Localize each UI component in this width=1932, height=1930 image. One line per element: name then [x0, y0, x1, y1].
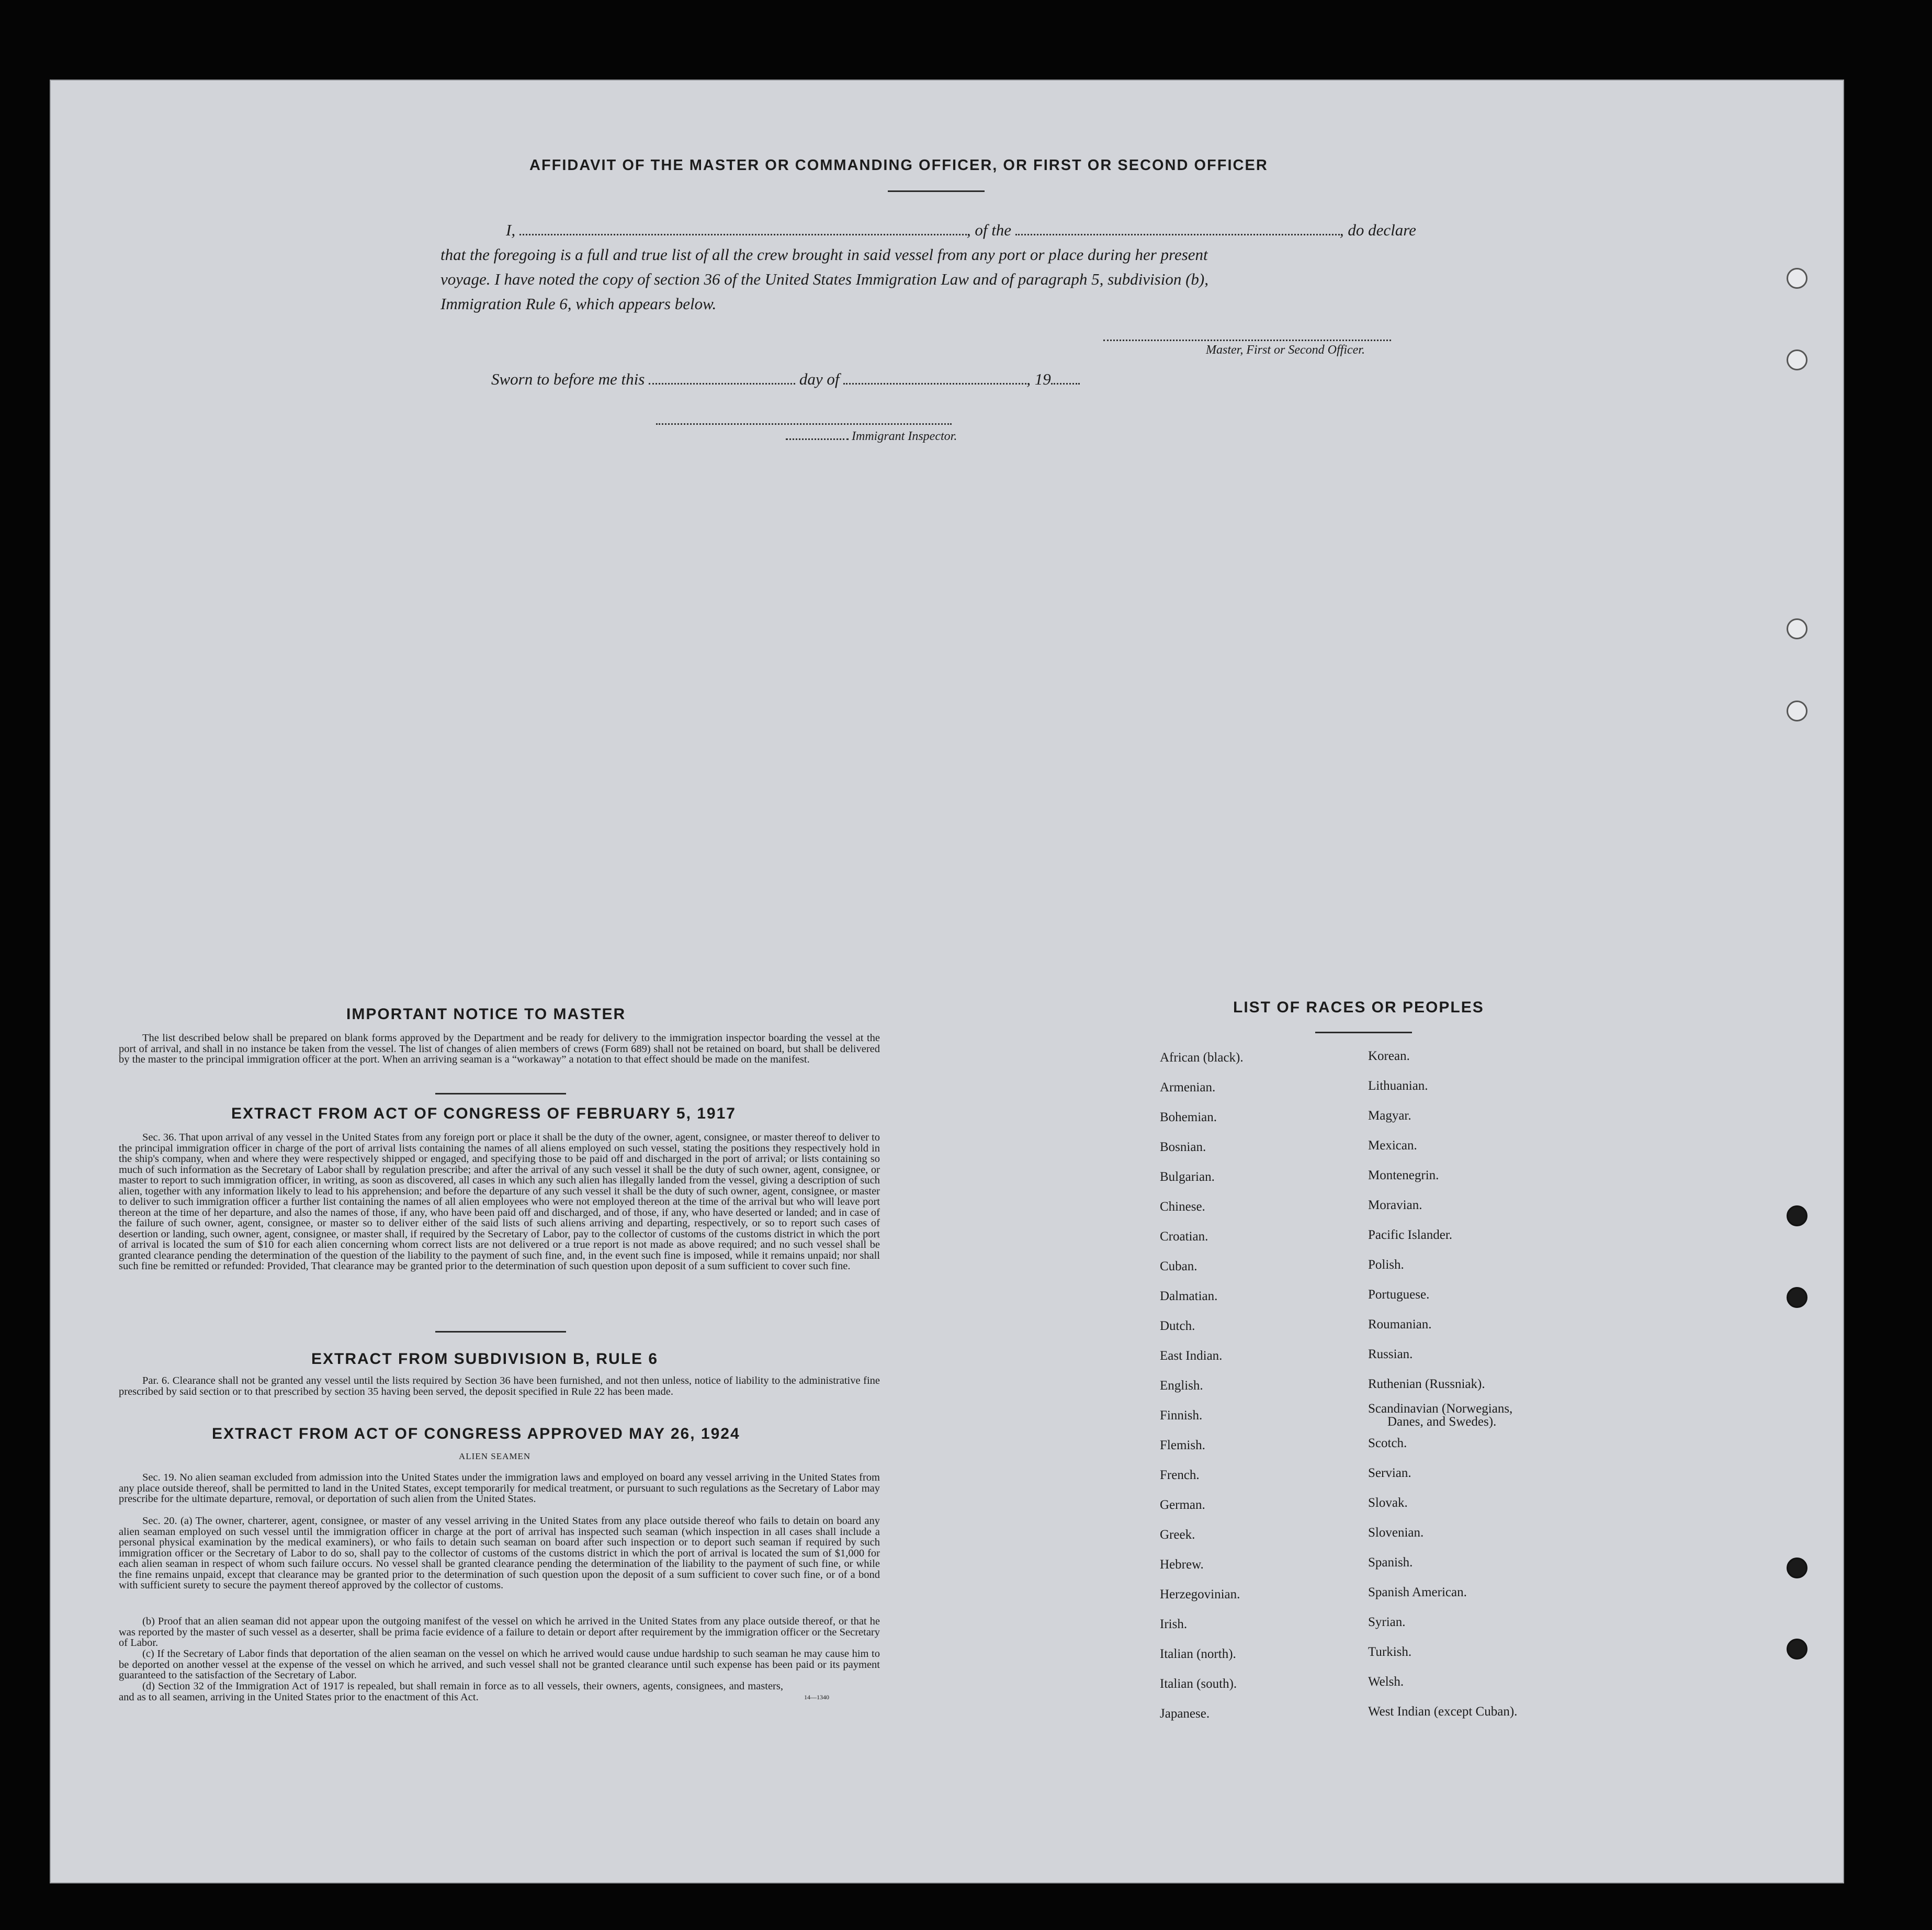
races-title: LIST OF RACES OR PEOPLES — [1233, 999, 1484, 1016]
sworn-year-blank[interactable] — [1051, 383, 1080, 385]
race-item: Ruthenian (Russniak). — [1368, 1377, 1485, 1391]
race-item: Hebrew. — [1160, 1557, 1204, 1572]
sworn-day-blank[interactable] — [649, 383, 795, 385]
race-item: African (black). — [1160, 1051, 1244, 1065]
race-item: Croatian. — [1160, 1229, 1208, 1244]
binder-hole — [1787, 1287, 1807, 1308]
race-item: Bosnian. — [1160, 1140, 1206, 1154]
notice-title: IMPORTANT NOTICE TO MASTER — [346, 1006, 626, 1023]
race-item: Moravian. — [1368, 1198, 1422, 1212]
race-item: Danes, and Swedes). — [1387, 1415, 1497, 1429]
race-item: Japanese. — [1160, 1707, 1210, 1721]
race-item: Welsh. — [1368, 1675, 1404, 1689]
act-1924-sec-20a: Sec. 20. (a) The owner, charterer, agent, consignee, or master of any vessel arriving in the United States from any place outside thereof who fails to detain on board any alien seaman employed on such vessel until the immigration officer in charge at the port of arrival has inspected such seaman (which inspection in all cases shall include a personal physical examination by the medical examiners), or who fails to detain such seaman on board after such inspection or to deport such seaman if required by such immigration officer or the Secretary of Labor to do so, shall pay to the collector of customs of the customs district in which the port of arrival is located the sum of $1,000 for each alien seaman in respect of whom such failure occurs. No vessel shall be granted clearance pending the determination of the liability to the payment of such fine, or while the fine remains unpaid, except that clearance may be granted prior to the determination of such question upon the deposit of a sum sufficient to cover such fine, or of a bond with sufficient surety to secure the payment thereof approved by the collector of customs. — [119, 1515, 880, 1591]
year-label: , 19 — [1026, 370, 1051, 388]
master-name-blank[interactable] — [519, 234, 967, 235]
race-item: Korean. — [1368, 1049, 1410, 1063]
race-item: French. — [1160, 1468, 1200, 1482]
alien-seamen-subtitle: ALIEN SEAMEN — [459, 1451, 531, 1461]
act-1924-sec-20d: (d) Section 32 of the Immigration Act of 1917 is repealed, but shall remain in force as to all vessels, their owners, agents, consignees, and masters, and as to all seamen, arriving in the United States prior to the enactment of this Act. — [119, 1680, 783, 1703]
act-1924-sec-19: Sec. 19. No alien seaman excluded from admission into the United States under the immigration laws and employed on board any vessel arriving in the United States from any place outside thereof, shall be permitted to land in the United States, except temporarily for medical treatment, or pursuant to such regulations as the Secretary of Labor may prescribe for the ultimate departure, removal, or deportation of such alien from the United States. — [119, 1472, 880, 1505]
race-item: Spanish American. — [1368, 1585, 1467, 1599]
race-item: Magyar. — [1368, 1109, 1411, 1123]
inspector-lead-dots — [786, 438, 849, 440]
race-item: Slovenian. — [1368, 1526, 1424, 1540]
races-divider — [1315, 1032, 1412, 1033]
binder-hole — [1787, 1639, 1807, 1660]
declaration-i: I, — [506, 221, 516, 239]
act-1924-sec-20b: (b) Proof that an alien seaman did not appear upon the outgoing manifest of the vessel on which he arrived in the United States from any place outside thereof, or that he was reported by the master of such vessel as a deserter, shall be prima facie evidence of a failure to detain or deport after requirement by the immigration officer or the Secretary of Labor. — [119, 1616, 880, 1649]
affidavit-text-2: voyage. I have noted the copy of section 36 of the United States Immigration Law and of paragraph 5, subdivision (b), — [440, 270, 1208, 288]
binder-hole — [1787, 701, 1807, 721]
declaration-do-declare: , do declare — [1339, 221, 1416, 239]
form-number: 14—1340 — [804, 1694, 829, 1701]
affidavit-text-3: Immigration Rule 6, which appears below. — [440, 295, 717, 313]
race-item: Dalmatian. — [1160, 1289, 1218, 1303]
race-item: Chinese. — [1160, 1200, 1205, 1214]
race-item: Syrian. — [1368, 1615, 1406, 1629]
race-item: Polish. — [1368, 1258, 1404, 1272]
sworn-month-blank[interactable] — [843, 383, 1026, 385]
race-item: West Indian (except Cuban). — [1368, 1705, 1518, 1719]
race-item: English. — [1160, 1379, 1203, 1393]
act-1917-section-36: Sec. 36. That upon arrival of any vessel in the United States from any foreign port or place it shall be the duty of the owner, agent, consignee, or master thereof to deliver to the principal immigration officer in charge of the port of arrival lists containing the names of all aliens employed on such vessel, stating the positions they respectively hold in the ship's company, when and where they were respectively shipped or engaged, and specifying those to be paid off and discharged in the port of arrival; or lists containing so much of such information as the Secretary of Labor shall by regulation prescribe; and after the arrival of any such vessel it shall be the duty of such owner, agent, consignee, or master to report to such immigration officer, in writing, as soon as discovered, all cases in which any such alien has illegally landed from the vessel, giving a description of such alien, together with any information likely to lead to his apprehension; and before the departure of any such vessel it shall be the duty of such owner, agent, consignee, or master to deliver to such immigration officer a further list containing the names of all alien employees who were not employed thereon at the time of the arrival but who will leave port thereon at the time of her departure, and also the names of those, if any, who have been paid off and discharged, and of those, if any, who have deserted or landed; and in case of the failure of such owner, agent, consignee, or master so to deliver either of the said lists of such aliens arriving and departing, respectively, or so to report such cases of desertion or landing, such owner, agent, consignee, or master shall, if required by the Secretary of Labor, pay to the collector of customs of the customs district in which the port of arrival is located the sum of $10 for each alien concerning whom correct lists are not delivered or a true report is not made as above required; and no such vessel shall be granted clearance pending the determination of the question of the liability to the payment of such fine, and, in the event such fine is imposed, while it remains unpaid; nor shall such fine be remitted or refunded: Provided, That clearance may be granted prior to the determination of such question upon deposit of a sum sufficient to cover such fine. — [119, 1132, 880, 1272]
act-1917-title: EXTRACT FROM ACT OF CONGRESS OF FEBRUARY 5, 1917 — [231, 1105, 736, 1122]
day-of-label: day of — [799, 370, 840, 388]
title-divider — [888, 190, 985, 192]
affidavit-declaration-line — [456, 218, 1416, 242]
race-item: Servian. — [1368, 1466, 1411, 1480]
race-item: Armenian. — [1160, 1080, 1216, 1094]
race-item: Italian (south). — [1160, 1677, 1237, 1691]
race-item: Italian (north). — [1160, 1647, 1236, 1661]
act-1917-divider — [435, 1331, 566, 1333]
rule-6-par-6: Par. 6. Clearance shall not be granted any vessel until the lists required by Section 36 have been furnished, and not then unless, notice of liability to the administrative fine prescribed by said section or to that prescribed by section 35 having been served, the deposit specified in Rule 22 has been made. — [119, 1375, 880, 1397]
inspector-label: Immigrant Inspector. — [852, 430, 957, 443]
binder-hole — [1787, 618, 1807, 639]
race-item: Portuguese. — [1368, 1288, 1430, 1302]
race-item: Lithuanian. — [1368, 1079, 1428, 1093]
race-item: Montenegrin. — [1368, 1168, 1439, 1182]
binder-hole — [1787, 268, 1807, 289]
binder-hole — [1787, 349, 1807, 370]
binder-hole — [1787, 1205, 1807, 1226]
race-item: German. — [1160, 1498, 1205, 1512]
race-item: East Indian. — [1160, 1349, 1223, 1363]
race-item: Slovak. — [1368, 1496, 1408, 1510]
race-item: Dutch. — [1160, 1319, 1195, 1333]
race-item: Scandinavian (Norwegians, — [1368, 1402, 1513, 1416]
race-item: Spanish. — [1368, 1555, 1413, 1570]
race-item: Russian. — [1368, 1347, 1413, 1361]
master-signature-label: Master, First or Second Officer. — [1206, 343, 1365, 357]
race-item: Turkish. — [1368, 1645, 1412, 1659]
race-item: Irish. — [1160, 1617, 1188, 1631]
race-item: Scotch. — [1368, 1436, 1407, 1450]
vessel-name-blank[interactable] — [1015, 234, 1340, 235]
race-item: Finnish. — [1160, 1408, 1203, 1423]
manifest-page — [50, 80, 1844, 1883]
notice-body: The list described below shall be prepared on blank forms approved by the Department and be ready for delivery to the immigration inspector boarding the vessel at the port of arrival, and shall in no instance be taken from the vessel. The list of changes of alien members of crews (Form 689) shall not be retained on board, but shall be delivered by the master to the principal immigration officer at the port. When an arriving seaman is a “workaway” a notation to that effect should be made on the manifest. — [119, 1032, 880, 1065]
race-item: Herzegovinian. — [1160, 1587, 1240, 1601]
declaration-of-the: , of the — [966, 221, 1012, 239]
notice-divider — [435, 1093, 566, 1094]
race-item: Roumanian. — [1368, 1317, 1432, 1331]
race-item: Pacific Islander. — [1368, 1228, 1453, 1242]
affidavit-title: AFFIDAVIT OF THE MASTER OR COMMANDING OFFICER, OR FIRST OR SECOND OFFICER — [529, 157, 1268, 174]
race-item: Flemish. — [1160, 1438, 1205, 1452]
race-item: Cuban. — [1160, 1259, 1197, 1273]
inspector-signature-label — [786, 428, 957, 444]
master-signature-line[interactable] — [1103, 340, 1391, 341]
act-1924-sec-20c: (c) If the Secretary of Labor finds that deportation of the alien seaman on the vessel on which he arrived would cause undue hardship to such seaman he may cause him to be deported on another vessel at the expense of the vessel on which he arrived, and such vessel shall not be granted clearance until such expense has been paid or its payment guaranteed to the satisfaction of the Secretary of Labor. — [119, 1648, 880, 1681]
affidavit-text-1: that the foregoing is a full and true list of all the crew brought in said vessel from any port or place during her present — [440, 245, 1208, 264]
race-item: Bulgarian. — [1160, 1170, 1215, 1184]
sworn-label: Sworn to before me this — [491, 370, 645, 388]
act-1924-title: EXTRACT FROM ACT OF CONGRESS APPROVED MAY 26, 1924 — [212, 1425, 740, 1442]
rule-6-title: EXTRACT FROM SUBDIVISION B, RULE 6 — [311, 1350, 659, 1368]
race-item: Bohemian. — [1160, 1110, 1217, 1124]
inspector-signature-line[interactable] — [656, 423, 952, 425]
binder-hole — [1787, 1557, 1807, 1578]
race-item: Greek. — [1160, 1528, 1195, 1542]
race-item: Mexican. — [1368, 1138, 1417, 1153]
sworn-line — [491, 367, 1080, 391]
